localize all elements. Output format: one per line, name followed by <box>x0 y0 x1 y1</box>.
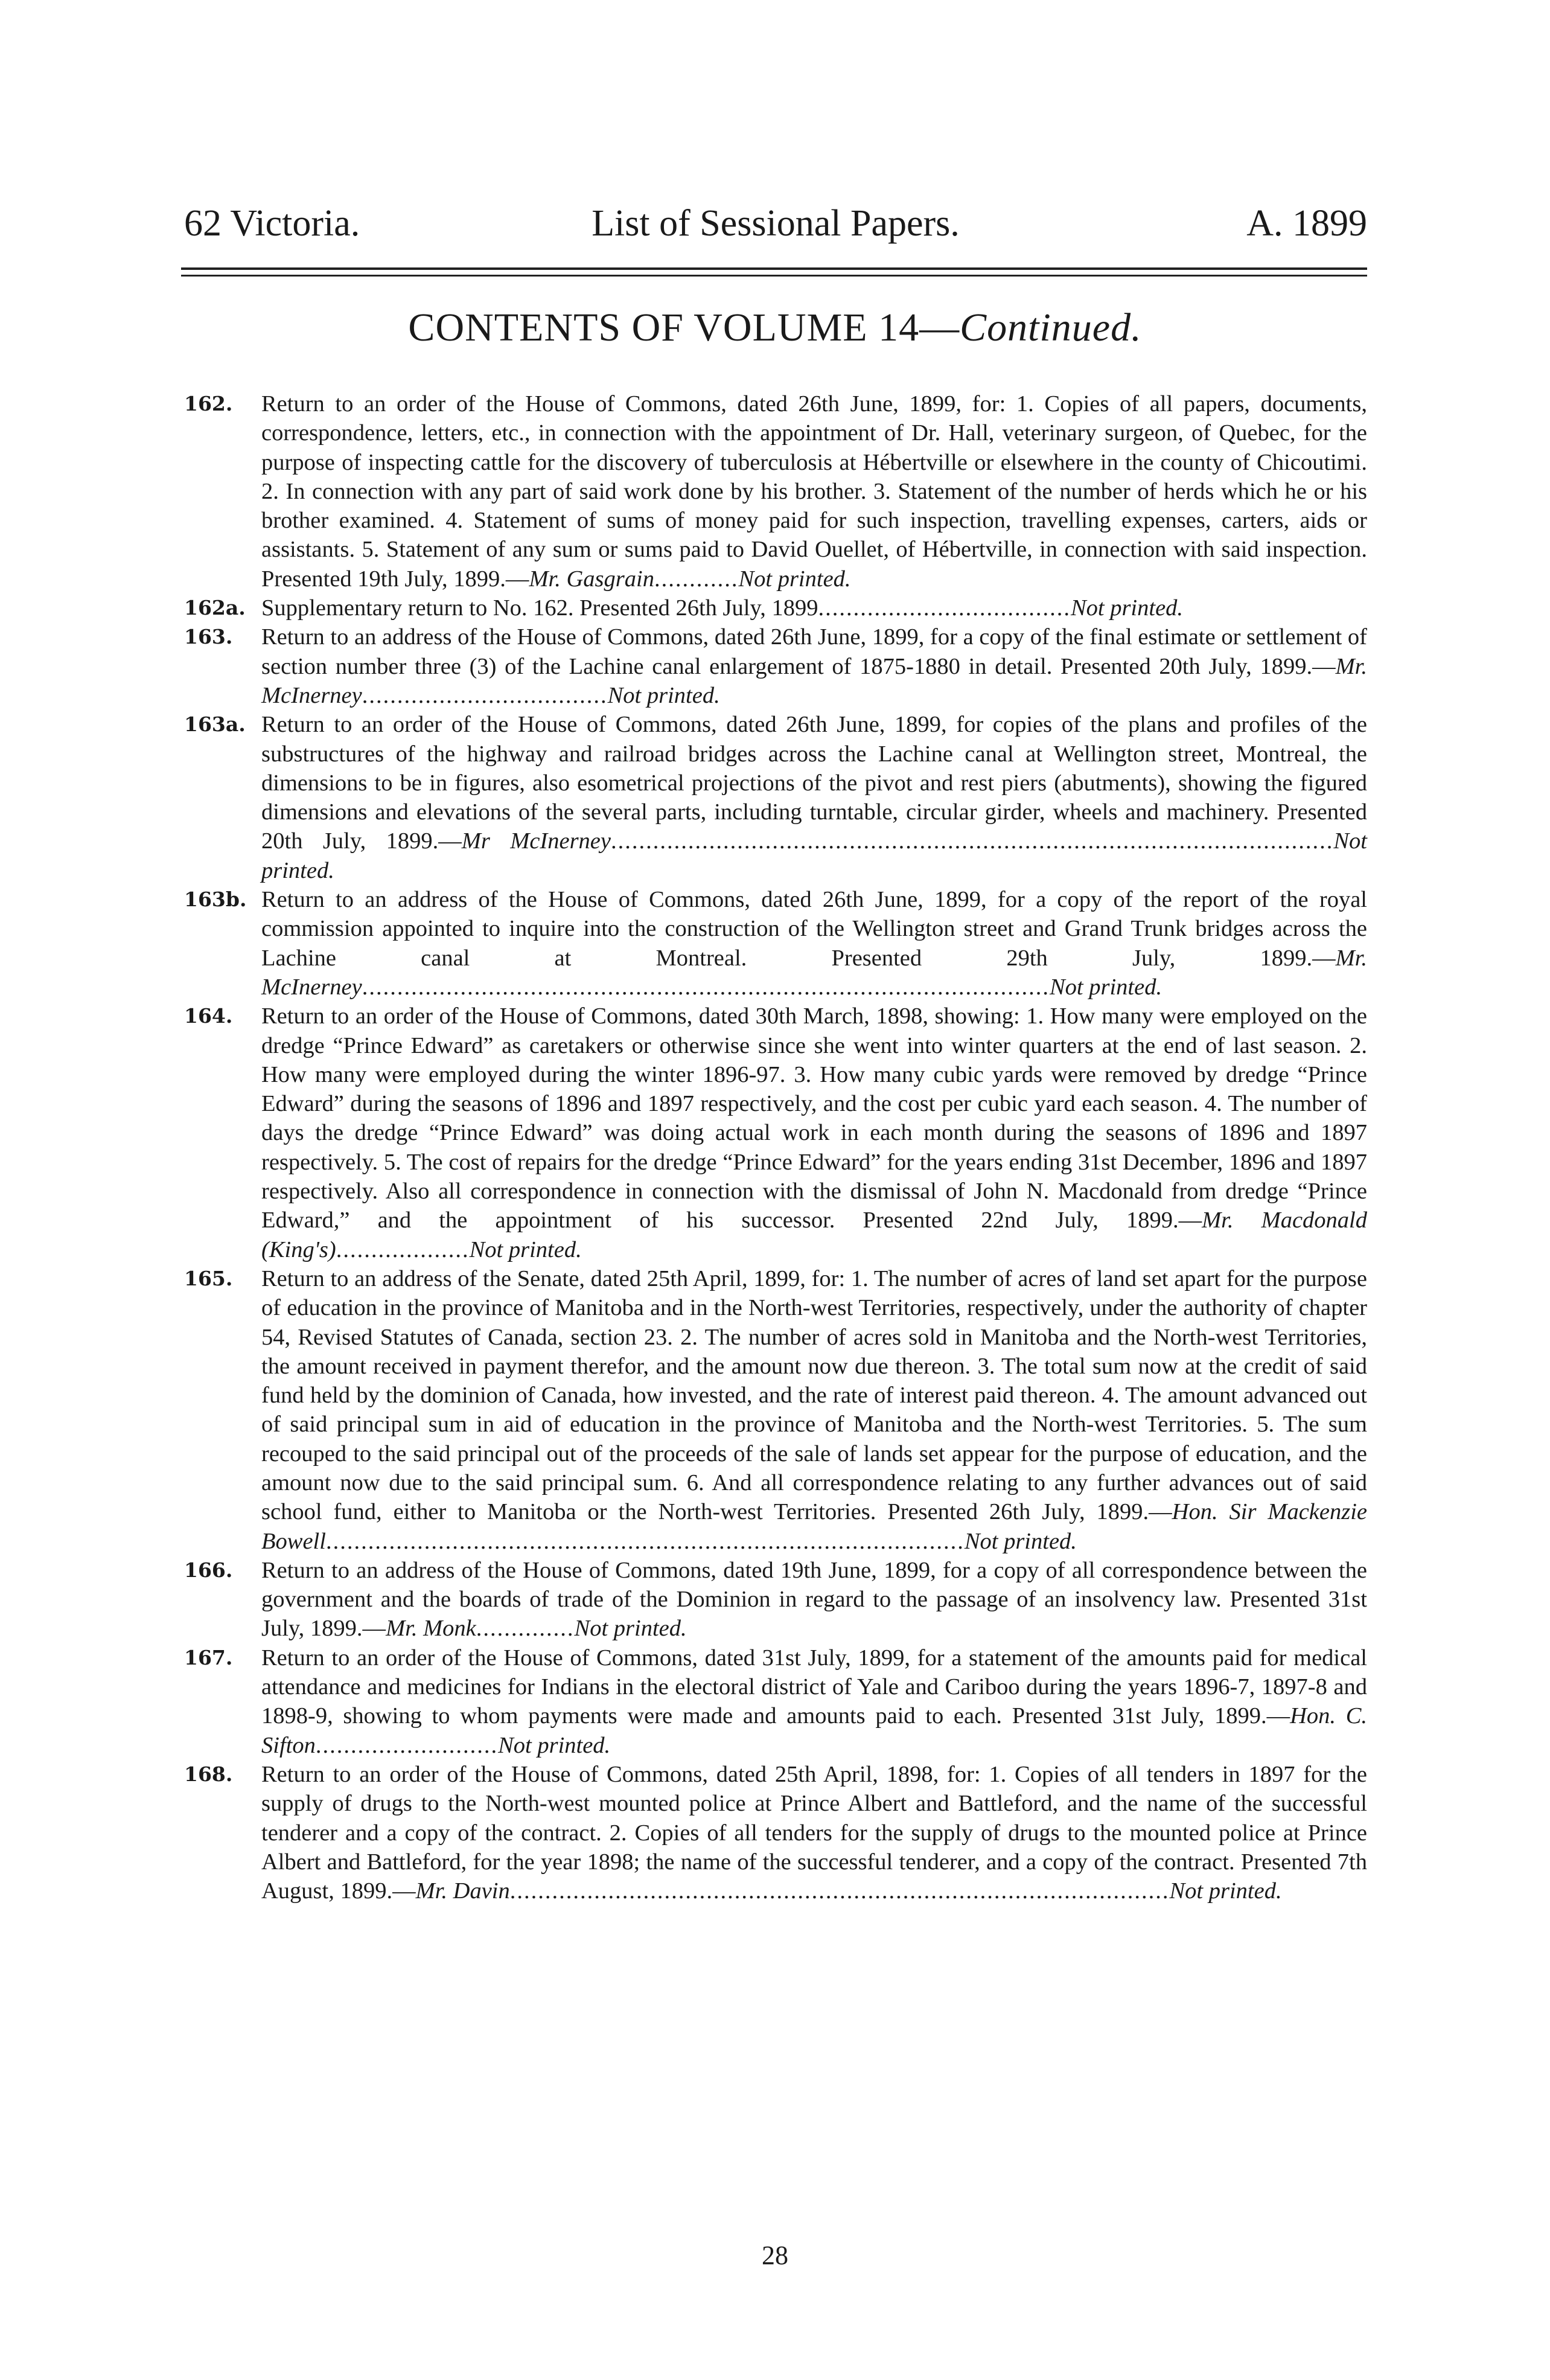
entry-text: Return to an order of the House of Commons, dated 26th June, 1899, for copies of the plans and profiles of the substructures of the highway and railroad bridges across the Lachine canal at Wellington street, Montreal, the dimensions to be in figures, also esometrical projections of the pivot and rest piers (abutments), showing the figured dimensions and elevations of the several parts, including turntable, circular girder, wheels and machinery. Presented 20th July, 1899.— <box>261 712 1367 854</box>
entry-dots: ............ <box>654 566 739 592</box>
list-item <box>184 1760 1367 1905</box>
entry-text: Return to an address of the House of Commons, dated 26th June, 1899, for a copy of the report of the royal commission appointed to inquire into the construction of the Wellington street and Grand Trunk bridges across the Lachine canal at Montreal. Presented 29th July, 1899.— <box>261 887 1367 971</box>
entry-number: 162a. <box>184 596 246 620</box>
list-item <box>184 389 1367 593</box>
entry-mover: Mr McInerney <box>461 828 611 854</box>
entry-number: 163b. <box>184 888 247 912</box>
entry-mover: Hon. C. Sifton <box>261 1703 1367 1758</box>
entry-mover: Mr. Monk <box>386 1616 476 1642</box>
section-title-main: CONTENTS OF VOLUME 14— <box>408 305 960 350</box>
entry-text: Return to an order of the House of Commons, dated 25th April, 1898, for: 1. Copies of all tenders in 1897 for the supply of drugs to the North-west mounted police at Prince Albert and Battleford, and the name of the successful tenderer and a copy of the contract. 2. Copies of all tenders for the supply of drugs to the mounted police at Prince Albert and Battleford, for the year 1898; the name of the successful tenderer, and a copy of the contract. Presented 7th August, 1899.— <box>261 1761 1367 1904</box>
header-rule-top <box>181 267 1367 270</box>
entry-dots: .............................................................................................. <box>509 1878 1170 1904</box>
entry-mover: Mr. Macdonald (King's) <box>261 1208 1367 1262</box>
entry-status: Not printed. <box>574 1616 687 1642</box>
entry-number: 163. <box>184 625 233 649</box>
entry-mover: Mr. Davin <box>415 1878 510 1904</box>
section-title-continued: Continued. <box>960 305 1142 350</box>
entry-dots: ........................................................................................... <box>325 1528 965 1554</box>
entry-mover: Mr. Gasgrain <box>529 566 654 592</box>
entry-dots: ................... <box>336 1236 470 1262</box>
entry-number: 164. <box>184 1004 233 1028</box>
list-item <box>184 1264 1367 1556</box>
header-center: List of Sessional Papers. <box>592 203 960 244</box>
entry-text: Return to an address of the House of Commons, dated 19th June, 1899, for a copy of all correspondence between the government and the boards of trade of the Dominion in regard to the passage of an insolvency law. Presented 31st July, 1899.— <box>261 1557 1367 1642</box>
entry-dots: .................................... <box>818 595 1071 621</box>
entry-status: Not printed. <box>261 828 1367 883</box>
entry-dots: .............. <box>476 1616 575 1642</box>
entry-list <box>184 389 1367 1905</box>
entry-text: Supplementary return to No. 162. Presented 26th July, 1899 <box>261 595 818 621</box>
entry-number: 162. <box>184 392 233 415</box>
list-item <box>184 885 1367 1002</box>
entry-number: 166. <box>184 1558 233 1582</box>
entry-status: Not printed. <box>964 1528 1077 1554</box>
entry-number: 165. <box>184 1266 233 1290</box>
entry-dots: ................................... <box>362 682 608 708</box>
page-number: 28 <box>762 2241 788 2270</box>
entry-status: Not printed. <box>1070 595 1184 621</box>
list-item <box>184 1002 1367 1264</box>
entry-dots: .................................................................................................. <box>362 974 1050 1000</box>
entry-status: Not printed. <box>498 1732 611 1758</box>
list-item <box>184 622 1367 710</box>
list-item <box>184 593 1367 622</box>
entry-number: 163a. <box>184 712 246 737</box>
running-header <box>184 202 1367 251</box>
header-left: 62 Victoria. <box>184 203 360 244</box>
entry-text: Return to an order of the House of Commons, dated 30th March, 1898, showing: 1. How many were employed on the dredge “Prince Edward” as caretakers or otherwise since she went into winter quarters at the end of last season. 2. How many were employed during the winter 1896-97. 3. How many cubic yards were removed by dredge “Prince Edward” during the seasons of 1896 and 1897 respectively, and the cost per cubic yard each season. 4. The number of days the dredge “Prince Edward” was doing actual work in each month during the seasons of 1896 and 1897 respectively. 5. The cost of repairs for the dredge “Prince Edward” for the years ending 31st December, 1896 and 1897 respectively. Also all correspondence in connection with the dismissal of John N. Macdonald from dredge “Prince Edward,” and the appointment of his successor. Presented 22nd July, 1899.— <box>261 1003 1367 1233</box>
entry-mover: Mr. McInerney <box>261 945 1367 1000</box>
list-item <box>184 1556 1367 1643</box>
entry-mover: Mr. McInerney <box>261 653 1367 708</box>
entry-dots: ....................................................................................................... <box>610 828 1334 854</box>
entry-number: 167. <box>184 1645 233 1669</box>
list-item <box>184 710 1367 885</box>
entry-number: 168. <box>184 1762 233 1786</box>
entry-dots: .......................... <box>315 1732 499 1758</box>
entry-status: Not printed. <box>469 1236 582 1262</box>
entry-mover: Hon. Sir Mackenzie Bowell <box>261 1499 1367 1554</box>
entry-text: Return to an order of the House of Commons, dated 26th June, 1899, for: 1. Copies of all papers, documents, correspondence, letters, etc., in connection with the appointment of Dr. Hall, veterinary surgeon, of Quebec, for the purpose of inspecting cattle for the discovery of tuberculosis at Hébertville or elsewhere in the county of Chicoutimi. 2. In connection with any part of said work done by his brother. 3. Statement of the number of herds which he or his brother examined. 4. Statement of sums of money paid for such inspection, travelling expenses, carters, aids or assistants. 5. Statement of any sum or sums paid to David Ouellet, of Hébertville, in connection with said inspection. Presented 19th July, 1899.— <box>261 391 1367 592</box>
entry-status: Not printed. <box>1169 1878 1282 1904</box>
entry-status: Not printed. <box>738 566 851 592</box>
entry-text: Return to an address of the Senate, dated 25th April, 1899, for: 1. The number of acres of land set apart for the purpose of education in the province of Manitoba and in the North-west Territories, respectively, under the authority of chapter 54, Revised Statutes of Canada, section 23. 2. The number of acres sold in Manitoba and the North-west Territories, the amount received in payment therefor, and the amount now due thereon. 3. The total sum now at the credit of said fund held by the dominion of Canada, how invested, and the rate of interest paid thereon. 4. The amount advanced out of said principal sum in aid of education in the province of Manitoba and the North-west Territories. 5. The sum recouped to the said principal out of the proceeds of the sale of lands set appear for the purpose of education, and the amount now due to the said principal sum. 6. And all correspondence relating to any further advances out of said school fund, either to Manitoba or the North-west Territories. Presented 26th July, 1899.— <box>261 1265 1367 1525</box>
entry-text: Return to an address of the House of Commons, dated 26th June, 1899, for a copy of the final estimate or settlement of section number three (3) of the Lachine canal enlargement of 1875-1880 in detail. Presented 20th July, 1899.— <box>261 624 1367 679</box>
header-right: A. 1899 <box>1246 203 1367 244</box>
entry-status: Not printed. <box>1049 974 1162 1000</box>
section-title <box>0 305 1550 351</box>
entry-text: Return to an order of the House of Commons, dated 31st July, 1899, for a statement of the amounts paid for medical attendance and medicines for Indians in the electoral district of Yale and Cariboo during the years 1896-7, 1897-8 and 1898-9, showing to whom payments were made and amounts paid to each. Presented 31st July, 1899.— <box>261 1645 1367 1729</box>
header-rule-bottom <box>181 275 1367 277</box>
entry-status: Not printed. <box>607 682 720 708</box>
list-item <box>184 1643 1367 1760</box>
